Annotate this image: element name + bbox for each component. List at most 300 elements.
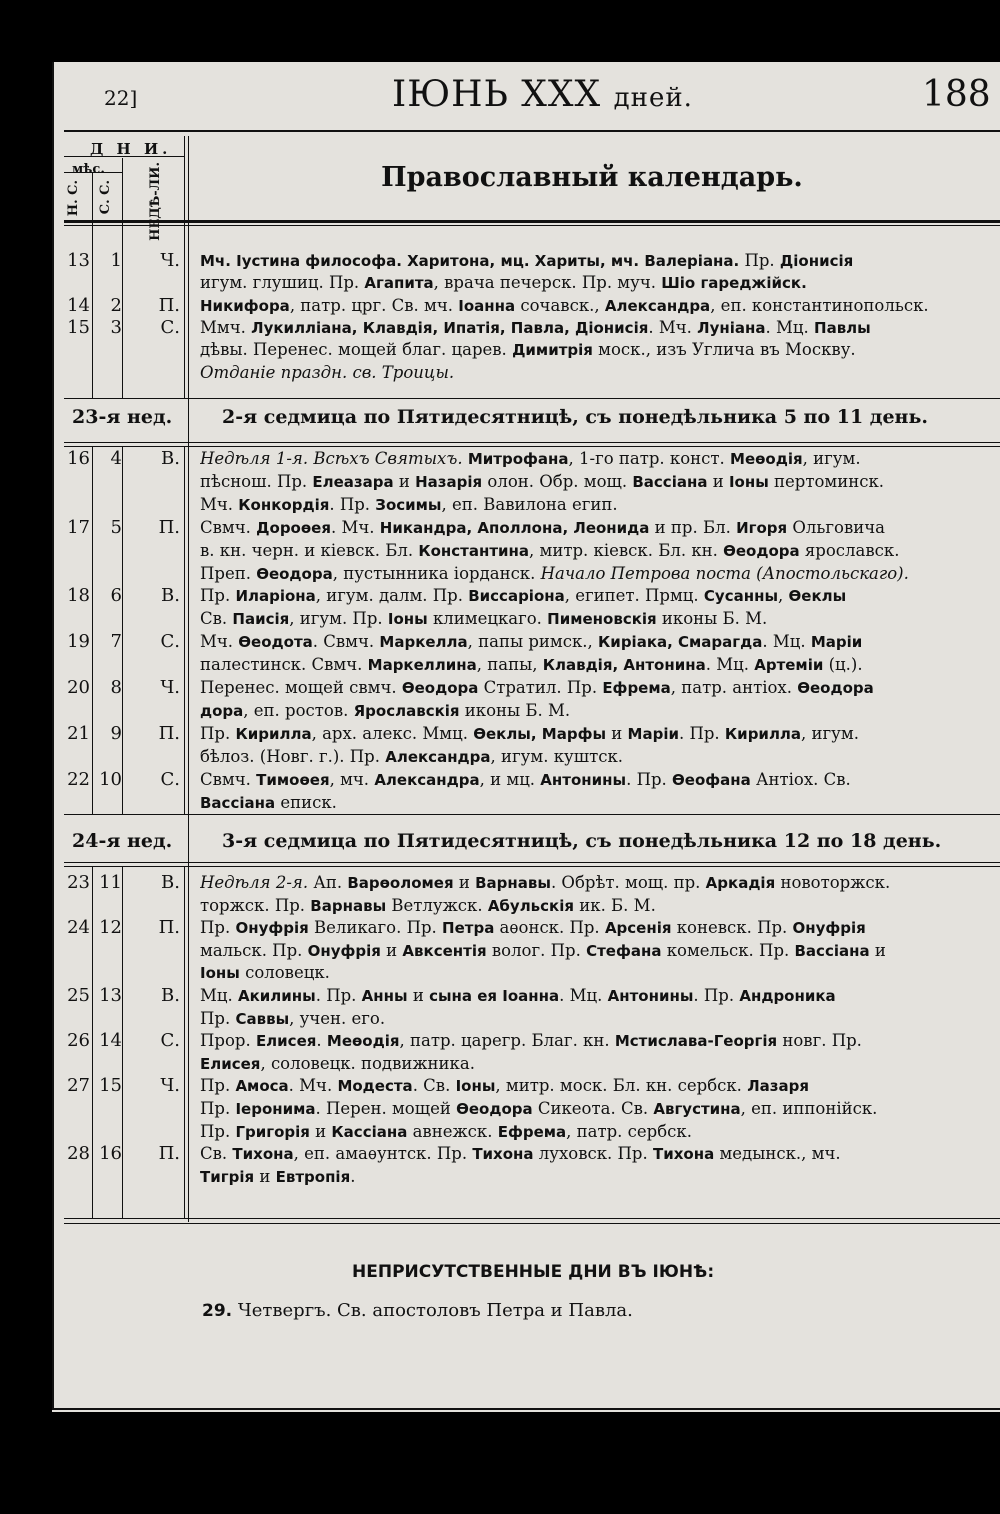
- old-style-day: 14: [99, 1030, 122, 1052]
- entry-text: . Мц.: [559, 986, 608, 1005]
- new-style-day: 15: [67, 316, 90, 338]
- calendar-page: [52, 62, 1000, 1412]
- entry-text: , игум. далм. Пр.: [315, 586, 469, 606]
- entry-text: пертоминск.: [768, 471, 885, 491]
- saint-name: Митрофана: [467, 450, 569, 468]
- entry-line: [200, 654, 1000, 676]
- new-style-day: 14: [67, 294, 90, 316]
- entry-line: [200, 339, 1000, 361]
- saint-name: Анны: [361, 987, 408, 1005]
- entry-text: сочавск.,: [515, 295, 605, 315]
- entry-text: олон. Обр. мощ.: [482, 471, 633, 491]
- new-style-day: 20: [67, 677, 90, 698]
- entry-text: , еп. иппонійск.: [740, 1099, 878, 1118]
- entry-line: [200, 517, 1000, 539]
- rule: [64, 225, 1000, 226]
- saint-name: Ефрема: [602, 679, 671, 697]
- old-style-day: 11: [99, 872, 122, 893]
- saint-name: Іоанна: [458, 296, 516, 315]
- rule: [64, 1218, 1000, 1219]
- col-divider: [184, 866, 185, 1218]
- entry-text: Отданіе праздн. св. Троицы.: [200, 362, 455, 382]
- col-divider: [184, 446, 185, 814]
- entry-text: аѳонск. Пр.: [494, 918, 605, 938]
- entry-text: авнежск.: [407, 1121, 498, 1141]
- saint-name: Ѳеодора: [256, 564, 333, 583]
- col-divider: [122, 866, 123, 1218]
- saint-name: Лазаря: [747, 1077, 809, 1096]
- entry-text: Ап.: [313, 873, 348, 892]
- entry-text: Великаго. Пр.: [308, 918, 443, 938]
- saint-name: Аркадія: [705, 874, 776, 892]
- saint-name: Виссаріона: [468, 587, 565, 606]
- entry-text: новг. Пр.: [777, 1031, 862, 1051]
- entry-text: , игум. Пр.: [289, 609, 388, 629]
- entry-line: [200, 1121, 1000, 1143]
- saint-name: Павлы: [814, 318, 871, 337]
- entry-line: [200, 962, 1000, 984]
- weekday: В.: [161, 585, 180, 607]
- col-divider: [92, 866, 93, 1218]
- entry-line: [200, 540, 1000, 562]
- col-divider: [188, 136, 189, 1222]
- page-header: [52, 62, 1000, 132]
- entry-text: Пр.: [200, 1008, 236, 1028]
- saint-name: Никандра, Аполлона, Леонида: [379, 518, 650, 537]
- entry-line: [200, 1053, 1000, 1075]
- entry-text: , папы,: [476, 655, 543, 675]
- entry-text: .: [316, 1031, 327, 1051]
- rule: [64, 442, 1000, 443]
- entry-text: торжск. Пр.: [200, 895, 311, 915]
- entry-text: палестинск. Свмч.: [200, 655, 368, 675]
- entry-line: [200, 895, 1000, 917]
- saint-name: Іоны: [455, 1077, 496, 1096]
- saint-name: Меѳодія: [326, 1032, 400, 1051]
- entry-text: . Пр.: [315, 986, 362, 1005]
- saint-name: Клавдія, Антонина: [542, 656, 706, 675]
- entry-text: . Мч.: [648, 317, 698, 337]
- entry-text: волог. Пр.: [486, 940, 587, 960]
- entry-text: , еп. Вавилона егип.: [441, 494, 618, 514]
- month-header: мѣс.: [72, 162, 105, 177]
- entry-text: в. кн. черн. и кіевск. Бл.: [200, 540, 419, 560]
- saint-name: Маріи: [810, 633, 863, 652]
- entry-text: Начало Петрова поста (Апостольскаго).: [540, 563, 909, 583]
- new-style-day: 27: [67, 1075, 90, 1097]
- saint-name: Иларіона: [235, 587, 316, 606]
- saint-name: Діонисія: [779, 252, 854, 270]
- entry-text: , врача печерск. Пр. муч.: [433, 273, 662, 293]
- saint-name: Варнавы: [310, 896, 387, 915]
- entry-text: и: [407, 986, 430, 1005]
- old-style-header: С. С.: [98, 180, 113, 215]
- entry-text: Преп.: [200, 563, 257, 583]
- saint-name: Димитрія: [512, 341, 593, 360]
- saint-name: Елеазара: [312, 472, 394, 491]
- saint-name: Авксентія: [402, 941, 487, 960]
- entry-text: . Мч.: [288, 1076, 338, 1096]
- old-style-day: 5: [110, 516, 122, 538]
- holiday-line: [202, 1300, 633, 1321]
- saint-name: Паисія: [232, 610, 290, 629]
- week-description: 3-я седмица по Пятидесятницѣ, съ понедѣльника 12 по 18 день.: [222, 830, 942, 852]
- entry-line: [200, 448, 1000, 470]
- new-style-day: 19: [67, 631, 90, 653]
- saint-name: Онуфрія: [792, 919, 866, 938]
- saint-name: Антонины: [607, 987, 694, 1005]
- saint-name: Ѳеодора: [456, 1100, 533, 1118]
- entry-line: [200, 471, 1000, 493]
- entry-text: дѣвы. Перенес. мощей благ. царев.: [200, 340, 513, 360]
- entry-text: медынск., мч.: [714, 1144, 841, 1164]
- saint-name: Вассіана: [794, 941, 870, 960]
- entry-text: Пр.: [200, 1099, 236, 1118]
- weekday: С.: [160, 1030, 180, 1052]
- entry-text: , патр. сербск.: [566, 1121, 692, 1141]
- entry-text: Пр.: [200, 918, 236, 938]
- entry-line: [200, 1030, 1000, 1052]
- saint-name: Іеронима: [235, 1100, 316, 1118]
- weekday: П.: [158, 1143, 180, 1165]
- entry-text: и: [309, 1121, 332, 1141]
- entry-text: , митр. моск. Бл. кн. сербск.: [495, 1076, 748, 1096]
- saint-name: Онуфрія: [235, 919, 309, 938]
- entry-line: [200, 1098, 1000, 1120]
- saint-name: Ѳеклы, Марфы: [473, 724, 607, 743]
- entry-text: , еп. ростов.: [243, 700, 354, 720]
- saint-name: Артеміи: [754, 656, 824, 675]
- entry-text: , соловецк. подвижника.: [260, 1053, 475, 1073]
- saint-name: Кассіана: [331, 1122, 408, 1141]
- entry-text: пѣснош. Пр.: [200, 471, 313, 491]
- weekday: П.: [158, 294, 180, 316]
- entry-text: Мц.: [200, 986, 238, 1005]
- entry-text: и: [453, 873, 476, 892]
- saint-name: Агапита: [364, 274, 434, 293]
- new-style-day: 22: [67, 768, 90, 790]
- weekday: С.: [160, 631, 180, 653]
- new-style-day: 21: [67, 722, 90, 744]
- old-style-day: 1: [110, 250, 122, 271]
- entry-text: , игум.: [802, 449, 861, 468]
- entry-text: климецкаго.: [427, 609, 548, 629]
- new-style-day: 18: [67, 585, 90, 607]
- weekday: Ч.: [160, 1075, 180, 1097]
- saint-name: Никифора: [200, 296, 290, 315]
- entry-line: [200, 250, 1000, 272]
- saint-name: Луніана: [697, 318, 766, 337]
- entry-text: . Св.: [412, 1076, 456, 1096]
- entry-text: бѣлоз. (Новг. г.). Пр.: [200, 746, 386, 766]
- entry-text: Сикеота. Св.: [532, 1099, 654, 1118]
- entry-text: Св.: [200, 609, 233, 629]
- saint-name: Ѳеодота: [238, 633, 313, 652]
- entry-text: , игум. куштск.: [490, 746, 623, 766]
- entry-line: [200, 1143, 1000, 1165]
- saint-name: Маріи: [627, 724, 679, 743]
- entry-text: . Мц.: [705, 655, 755, 675]
- new-style-day: 28: [67, 1143, 90, 1165]
- rule: [52, 1408, 1000, 1410]
- saint-name: Антонины: [540, 770, 627, 789]
- rule: [64, 1223, 1000, 1224]
- saint-name: Амоса: [235, 1077, 289, 1096]
- saint-name: Киріака, Смарагда: [598, 633, 763, 652]
- entry-text: . Обрѣт. мощ. пр.: [550, 873, 706, 892]
- col-divider: [122, 158, 123, 398]
- entry-text: мальск. Пр.: [200, 940, 308, 960]
- page-number: 22]: [104, 86, 138, 110]
- entry-text: новоторжск.: [775, 873, 891, 892]
- weekday: В.: [161, 985, 180, 1006]
- entry-text: , игум.: [801, 723, 859, 743]
- weekday: П.: [158, 516, 180, 538]
- entry-text: , патр. царегр. Благ. кн.: [399, 1031, 615, 1051]
- entry-text: , 1-го патр. конст.: [568, 449, 731, 468]
- page-border: [52, 62, 54, 1410]
- saint-name: Вассіана: [200, 793, 276, 812]
- entry-line: [200, 985, 1000, 1007]
- saint-name: Тихона: [232, 1145, 294, 1164]
- holiday-text: Четвергъ. Св. апостоловъ Петра и Павла.: [237, 1300, 633, 1321]
- saint-name: Іоны: [728, 472, 769, 491]
- entry-text: ик. Б. М.: [574, 895, 656, 915]
- saint-name: Елисея: [255, 1032, 317, 1051]
- rule: [64, 398, 1000, 399]
- saint-name: Мч. Іустина философа. Харитона, мц. Хариты, мч. Валеріана.: [200, 252, 745, 270]
- saint-name: Акилины: [238, 987, 316, 1005]
- entry-text: игум. глушиц. Пр.: [200, 273, 365, 293]
- entry-text: Недѣля 1-я. Всѣхъ Святыхъ.: [200, 449, 468, 468]
- entry-text: , папы римск.,: [467, 632, 599, 652]
- saint-name: Онуфрія: [307, 941, 381, 960]
- entry-line: [200, 563, 1000, 585]
- week-label: 24-я нед.: [72, 830, 173, 852]
- saint-name: Варнавы: [475, 874, 551, 892]
- old-style-day: 16: [99, 1143, 122, 1165]
- entry-text: ,: [778, 586, 789, 606]
- old-style-day: 4: [110, 448, 122, 469]
- new-style-day: 26: [67, 1030, 90, 1052]
- saint-name: Шіо гареджійск.: [661, 274, 807, 293]
- saint-name: Кирилла: [235, 724, 312, 743]
- saint-name: Константина: [418, 541, 530, 560]
- saint-name: Назарія: [415, 472, 483, 491]
- saint-name: Тимоѳея: [256, 770, 330, 789]
- col-divider: [184, 136, 185, 398]
- entry-line: [200, 608, 1000, 630]
- saint-name: Александра: [374, 770, 480, 789]
- saint-name: Пименовскія: [547, 610, 657, 629]
- entry-text: . Перен. мощей: [315, 1099, 457, 1118]
- entry-line: [200, 295, 1000, 317]
- entry-text: (ц.).: [823, 655, 863, 675]
- entry-line: [200, 917, 1000, 939]
- new-style-day: 24: [67, 917, 90, 939]
- entry-text: , патр. антіох.: [670, 678, 798, 697]
- entry-text: Пр.: [200, 586, 236, 606]
- old-style-day: 7: [110, 631, 122, 653]
- saint-name: Августина: [653, 1100, 741, 1118]
- entry-text: Перенес. мощей свмч.: [200, 678, 402, 697]
- entry-line: [200, 272, 1000, 294]
- entry-text: иконы Б. М.: [459, 700, 571, 720]
- saint-name: Іоны: [200, 964, 240, 983]
- rule: [64, 130, 1000, 132]
- saint-name: Александра: [604, 296, 711, 315]
- saint-name: Григорія: [235, 1122, 310, 1141]
- entry-line: [200, 677, 1000, 699]
- rule: [64, 446, 1000, 447]
- weekday: В.: [161, 448, 180, 469]
- page-year: 188: [922, 74, 991, 115]
- saint-name: Тигрія: [200, 1167, 255, 1186]
- entry-text: Ммч.: [200, 317, 252, 337]
- weekday: С.: [160, 768, 180, 790]
- entry-line: [200, 585, 1000, 607]
- old-style-day: 3: [110, 316, 122, 338]
- entry-text: комельск. Пр.: [661, 940, 795, 960]
- entry-text: Прор.: [200, 1031, 256, 1051]
- saint-name: Игоря: [736, 518, 788, 537]
- holiday-day: 29.: [202, 1301, 233, 1321]
- saint-name: Модеста: [337, 1077, 413, 1096]
- entry-line: [200, 872, 1000, 894]
- col-divider: [122, 446, 123, 814]
- holidays-title: НЕПРИСУТСТВЕННЫЕ ДНИ ВЪ ІЮНѢ:: [352, 1262, 715, 1282]
- saint-name: Тихона: [652, 1145, 715, 1164]
- entry-text: Стратил. Пр.: [478, 678, 603, 697]
- old-style-day: 10: [99, 768, 122, 790]
- old-style-day: 9: [110, 722, 122, 744]
- new-style-day: 13: [67, 250, 90, 271]
- entry-text: , еп. константинопольск.: [710, 295, 929, 315]
- entry-text: и: [869, 940, 886, 960]
- entry-line: [200, 700, 1000, 722]
- week-description: 2-я седмица по Пятидесятницѣ, съ понедѣльника 5 по 11 день.: [222, 406, 928, 428]
- saint-name: Ѳеодора: [797, 679, 874, 697]
- entry-text: Ветлужск.: [386, 895, 488, 915]
- entry-text: , пустынника іорданск.: [332, 563, 541, 583]
- entry-text: . Пр.: [626, 769, 673, 789]
- weekday: П.: [158, 722, 180, 744]
- entry-text: иконы Б. М.: [656, 609, 768, 629]
- saint-name: Вассіана: [632, 472, 708, 491]
- entry-line: [200, 494, 1000, 516]
- days-header: Д Н И.: [90, 140, 172, 158]
- entry-text: Ольговича: [787, 517, 885, 537]
- entry-text: . Мц.: [765, 317, 815, 337]
- weekday: Ч.: [160, 250, 180, 271]
- saint-name: Абульскія: [487, 896, 575, 915]
- rule: [64, 862, 1000, 863]
- entry-text: . Пр.: [693, 986, 740, 1005]
- entry-text: , патр. црг. Св. мч.: [289, 295, 459, 315]
- saint-name: Ѳеодора: [723, 541, 800, 560]
- saint-name: Тихона: [472, 1145, 534, 1164]
- entry-text: Антіох. Св.: [750, 769, 851, 789]
- entry-line: [200, 746, 1000, 768]
- entry-text: . Пр.: [678, 723, 725, 743]
- saint-name: Маркеллина: [367, 656, 477, 675]
- entry-text: Свмч.: [200, 517, 257, 537]
- entry-text: . Мц.: [762, 632, 811, 652]
- entry-text: моск., изъ Углича въ Москву.: [592, 340, 856, 360]
- entry-text: и пр. Бл.: [649, 517, 737, 537]
- col-divider: [92, 446, 93, 814]
- entry-line: [200, 1075, 1000, 1097]
- saint-name: Мстислава-Георгія: [614, 1032, 778, 1051]
- saint-name: Конкордія: [238, 495, 330, 514]
- entry-text: , еп. амаѳунтск. Пр.: [293, 1144, 473, 1164]
- saint-name: Дороѳея: [256, 518, 331, 537]
- entry-text: . Свмч.: [312, 632, 380, 652]
- new-style-day: 23: [67, 872, 90, 893]
- saint-name: Ѳеклы: [788, 587, 847, 606]
- weekday: В.: [161, 872, 180, 893]
- week-header: НЕДѢ-ЛИ.: [148, 162, 163, 241]
- entry-text: и: [606, 723, 628, 743]
- entry-line: [200, 317, 1000, 339]
- saint-name: Маркелла: [379, 633, 468, 652]
- weekday: С.: [160, 316, 180, 338]
- entry-text: Св.: [200, 1144, 233, 1164]
- saint-name: сына ея Іоанна: [429, 987, 560, 1005]
- page-title: ІЮНЬ XXX дней.: [392, 74, 693, 115]
- saint-name: Ѳеодора: [401, 679, 479, 697]
- entry-text: соловецк.: [239, 963, 330, 983]
- entry-line: [200, 769, 1000, 791]
- saint-name: Кирилла: [724, 724, 802, 743]
- entry-text: и: [254, 1166, 276, 1186]
- entry-text: . Мч.: [330, 517, 380, 537]
- saint-name: Арсенія: [604, 919, 672, 938]
- saint-name: Меѳодія: [730, 450, 803, 468]
- entry-text: коневск. Пр.: [671, 918, 793, 938]
- entry-text: . Пр.: [329, 494, 376, 514]
- entry-line: [200, 792, 1000, 814]
- saint-name: Сусанны: [703, 587, 779, 606]
- weekday: Ч.: [160, 677, 180, 698]
- entry-text: Пр.: [200, 723, 236, 743]
- saint-name: Ѳеофана: [672, 770, 751, 789]
- old-style-day: 15: [99, 1075, 122, 1097]
- saint-name: Андроника: [739, 987, 836, 1005]
- entry-text: , мч.: [329, 769, 375, 789]
- entry-line: [200, 1166, 1000, 1188]
- entry-text: и: [707, 471, 729, 491]
- old-style-day: 12: [99, 917, 122, 939]
- entry-text: луховск. Пр.: [533, 1144, 653, 1164]
- entry-line: [200, 940, 1000, 962]
- old-style-day: 13: [99, 985, 122, 1006]
- entry-text: , учен. его.: [289, 1008, 386, 1028]
- saint-name: Евтропія: [275, 1167, 351, 1186]
- saint-name: Ярославскія: [353, 701, 460, 720]
- entry-text: , и мц.: [479, 769, 541, 789]
- entry-text: , египет. Прмц.: [564, 586, 704, 606]
- saint-name: Петра: [442, 919, 495, 938]
- entry-text: Недѣля 2-я.: [200, 873, 314, 892]
- old-style-day: 8: [110, 677, 122, 698]
- col-divider: [92, 172, 93, 398]
- entry-line: [200, 362, 1000, 384]
- saint-name: Лукилліана, Клавдія, Ипатія, Павла, Діонисія: [251, 318, 649, 337]
- saint-name: Іоны: [387, 610, 428, 629]
- new-style-day: 17: [67, 516, 90, 538]
- entry-line: [200, 631, 1000, 653]
